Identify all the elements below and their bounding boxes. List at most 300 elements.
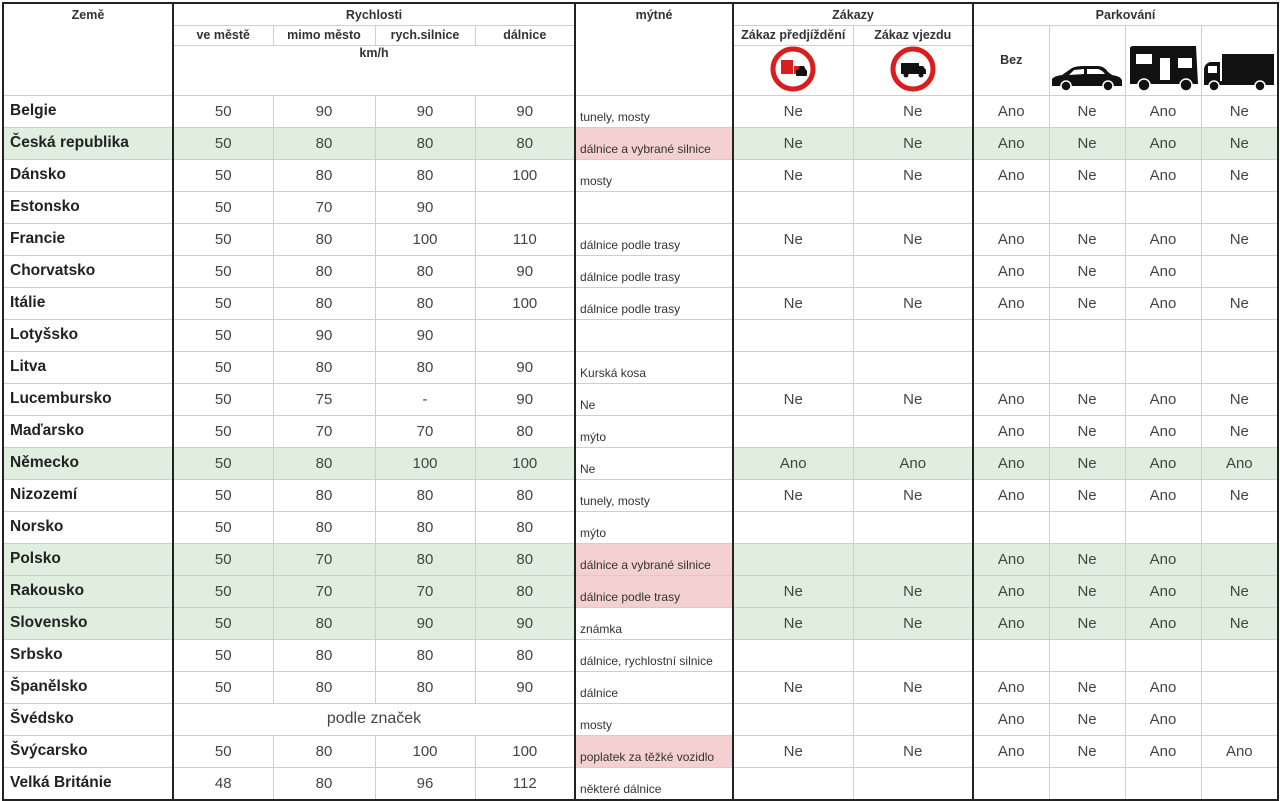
ban-cell xyxy=(853,191,973,223)
table-row xyxy=(3,95,1278,127)
table-row xyxy=(3,607,1278,639)
parking-cell xyxy=(1049,767,1125,800)
parking-cell: Ano xyxy=(973,703,1049,735)
table-row xyxy=(3,191,1278,223)
table-row xyxy=(3,447,1278,479)
speed-cell: 80 xyxy=(475,415,575,447)
ban-cell: Ne xyxy=(853,607,973,639)
ban-cell: Ne xyxy=(733,575,853,607)
parking-cell: Ano xyxy=(973,127,1049,159)
speed-cell: 70 xyxy=(375,415,475,447)
speed-cell: 80 xyxy=(375,543,475,575)
parking-cell xyxy=(973,511,1049,543)
country-name: Lotyšsko xyxy=(3,319,173,351)
table-row xyxy=(3,671,1278,703)
speed-cell: - xyxy=(375,383,475,415)
country-name: Španělsko xyxy=(3,671,173,703)
speed-cell: 70 xyxy=(375,575,475,607)
ban-cell xyxy=(733,351,853,383)
parking-cell: Ano xyxy=(1125,543,1201,575)
speed-cell: 50 xyxy=(173,351,273,383)
toll-cell: mosty xyxy=(575,159,733,191)
ban-cell xyxy=(733,511,853,543)
ban-cell xyxy=(853,319,973,351)
country-name: Litva xyxy=(3,351,173,383)
parking-cell: Ne xyxy=(1201,383,1278,415)
parking-cell: Ano xyxy=(973,447,1049,479)
speed-cell: 80 xyxy=(273,767,375,800)
ban-cell: Ne xyxy=(733,671,853,703)
header-speeds: Rychlosti xyxy=(173,3,575,25)
parking-cell: Ne xyxy=(1049,735,1125,767)
parking-cell: Ano xyxy=(1125,383,1201,415)
parking-cell: Ano xyxy=(1201,447,1278,479)
speed-cell: 80 xyxy=(375,479,475,511)
parking-cell: Ano xyxy=(973,255,1049,287)
ban-cell xyxy=(853,703,973,735)
speed-cell: 90 xyxy=(475,351,575,383)
parking-cell: Ano xyxy=(973,95,1049,127)
parking-cell: Ne xyxy=(1049,703,1125,735)
ban-cell xyxy=(853,639,973,671)
speed-cell: 90 xyxy=(273,319,375,351)
ban-cell: Ne xyxy=(733,735,853,767)
parking-cell: Ne xyxy=(1201,223,1278,255)
header-unit: km/h xyxy=(173,45,575,95)
speed-cell: 80 xyxy=(375,511,475,543)
country-name: Polsko xyxy=(3,543,173,575)
parking-cell: Ano xyxy=(973,223,1049,255)
header-parking-without: Bez xyxy=(973,25,1049,95)
speed-cell: 80 xyxy=(375,255,475,287)
parking-cell xyxy=(1049,639,1125,671)
parking-cell xyxy=(1201,543,1278,575)
speed-cell: 80 xyxy=(273,447,375,479)
speed-cell: 80 xyxy=(273,639,375,671)
no-entry-van-sign-icon xyxy=(853,45,973,95)
parking-cell: Ano xyxy=(1125,95,1201,127)
country-name: Švédsko xyxy=(3,703,173,735)
country-name: Lucembursko xyxy=(3,383,173,415)
parking-cell: Ne xyxy=(1049,383,1125,415)
speed-cell: 90 xyxy=(475,671,575,703)
parking-cell: Ano xyxy=(973,575,1049,607)
speed-cell: 80 xyxy=(375,287,475,319)
speed-cell: 80 xyxy=(273,223,375,255)
toll-cell: dálnice podle trasy xyxy=(575,223,733,255)
ban-cell: Ne xyxy=(853,671,973,703)
caravan-icon xyxy=(1125,25,1201,95)
speed-cell: 100 xyxy=(375,447,475,479)
speed-cell: 50 xyxy=(173,255,273,287)
table-row xyxy=(3,351,1278,383)
toll-cell: dálnice podle trasy xyxy=(575,287,733,319)
ban-cell xyxy=(853,543,973,575)
speed-cell: 100 xyxy=(475,287,575,319)
ban-cell xyxy=(733,639,853,671)
toll-cell: známka xyxy=(575,607,733,639)
table-row xyxy=(3,735,1278,767)
parking-cell xyxy=(1201,191,1278,223)
table-row xyxy=(3,767,1278,800)
speed-cell: 112 xyxy=(475,767,575,800)
toll-cell: dálnice a vybrané silnice xyxy=(575,543,733,575)
country-name: Estonsko xyxy=(3,191,173,223)
parking-cell xyxy=(1049,319,1125,351)
parking-cell xyxy=(1201,511,1278,543)
table-row xyxy=(3,127,1278,159)
speed-cell: 50 xyxy=(173,447,273,479)
speed-cell: 70 xyxy=(273,543,375,575)
speed-cell: 80 xyxy=(273,479,375,511)
parking-cell: Ne xyxy=(1049,479,1125,511)
ban-cell xyxy=(853,767,973,800)
speed-cell: 50 xyxy=(173,287,273,319)
speed-cell: 90 xyxy=(475,383,575,415)
country-rules-table xyxy=(2,2,1279,801)
country-name: Itálie xyxy=(3,287,173,319)
table-row xyxy=(3,479,1278,511)
country-name: Nizozemí xyxy=(3,479,173,511)
parking-cell: Ano xyxy=(1125,287,1201,319)
toll-cell xyxy=(575,319,733,351)
ban-cell: Ne xyxy=(853,159,973,191)
speed-cell: 90 xyxy=(375,607,475,639)
ban-cell: Ano xyxy=(853,447,973,479)
parking-cell: Ne xyxy=(1049,543,1125,575)
speed-cell: 80 xyxy=(273,287,375,319)
header-toll: mýtné xyxy=(575,3,733,95)
parking-cell xyxy=(1125,511,1201,543)
toll-cell: mosty xyxy=(575,703,733,735)
parking-cell: Ne xyxy=(1049,607,1125,639)
table-row xyxy=(3,159,1278,191)
country-name: Slovensko xyxy=(3,607,173,639)
toll-cell: Kurská kosa xyxy=(575,351,733,383)
speed-cell: 80 xyxy=(273,735,375,767)
parking-cell xyxy=(1201,767,1278,800)
country-name: Norsko xyxy=(3,511,173,543)
speed-cell: 100 xyxy=(375,223,475,255)
header-country: Země xyxy=(3,3,173,95)
parking-cell: Ne xyxy=(1201,95,1278,127)
country-name: Chorvatsko xyxy=(3,255,173,287)
parking-cell: Ano xyxy=(1125,671,1201,703)
speed-cell: 80 xyxy=(273,511,375,543)
speed-cell: 80 xyxy=(475,127,575,159)
toll-cell: dálnice podle trasy xyxy=(575,255,733,287)
ban-cell: Ne xyxy=(853,287,973,319)
ban-cell xyxy=(853,415,973,447)
header-parking: Parkování xyxy=(973,3,1278,25)
parking-cell: Ano xyxy=(973,287,1049,319)
toll-cell xyxy=(575,191,733,223)
table-row xyxy=(3,703,1278,735)
speed-cell: 50 xyxy=(173,127,273,159)
speed-cell: 80 xyxy=(475,543,575,575)
parking-cell xyxy=(1049,511,1125,543)
speed-cell: 70 xyxy=(273,191,375,223)
parking-cell: Ano xyxy=(973,383,1049,415)
ban-cell: Ne xyxy=(733,607,853,639)
parking-cell xyxy=(1125,351,1201,383)
parking-cell: Ano xyxy=(1125,127,1201,159)
speed-cell: 80 xyxy=(475,639,575,671)
ban-cell: Ne xyxy=(853,735,973,767)
ban-cell xyxy=(733,767,853,800)
speed-cell: 90 xyxy=(475,255,575,287)
ban-cell xyxy=(733,191,853,223)
ban-cell: Ne xyxy=(853,223,973,255)
parking-cell: Ne xyxy=(1049,287,1125,319)
parking-cell: Ano xyxy=(1125,223,1201,255)
parking-cell: Ne xyxy=(1049,575,1125,607)
toll-cell: dálnice podle trasy xyxy=(575,575,733,607)
speed-cell: 80 xyxy=(273,255,375,287)
parking-cell: Ano xyxy=(1201,735,1278,767)
country-name: Dánsko xyxy=(3,159,173,191)
toll-cell: Ne xyxy=(575,383,733,415)
country-name: Srbsko xyxy=(3,639,173,671)
toll-cell: poplatek za těžké vozidlo xyxy=(575,735,733,767)
ban-cell: Ne xyxy=(853,383,973,415)
speed-cell: 80 xyxy=(475,575,575,607)
table-row xyxy=(3,223,1278,255)
country-name: Francie xyxy=(3,223,173,255)
parking-cell: Ano xyxy=(1125,735,1201,767)
speed-cell: 80 xyxy=(375,159,475,191)
speed-cell: 80 xyxy=(475,479,575,511)
ban-cell: Ne xyxy=(733,223,853,255)
speed-cell: 50 xyxy=(173,543,273,575)
ban-cell: Ne xyxy=(733,159,853,191)
ban-cell: Ne xyxy=(853,479,973,511)
parking-cell xyxy=(1049,191,1125,223)
parking-cell: Ne xyxy=(1049,415,1125,447)
speed-cell: 100 xyxy=(375,735,475,767)
speed-cell xyxy=(475,191,575,223)
ban-cell xyxy=(733,415,853,447)
parking-cell: Ne xyxy=(1201,415,1278,447)
parking-cell: Ano xyxy=(973,159,1049,191)
parking-cell: Ne xyxy=(1049,447,1125,479)
speed-cell: 50 xyxy=(173,575,273,607)
speed-cell: 50 xyxy=(173,415,273,447)
ban-cell: Ne xyxy=(853,95,973,127)
ban-cell: Ne xyxy=(733,479,853,511)
speed-cell: 90 xyxy=(273,95,375,127)
ban-cell xyxy=(853,351,973,383)
speed-cell: 80 xyxy=(475,511,575,543)
parking-cell: Ano xyxy=(973,671,1049,703)
speed-cell: 50 xyxy=(173,383,273,415)
parking-cell xyxy=(1049,351,1125,383)
country-name: Česká republika xyxy=(3,127,173,159)
speed-cell: 50 xyxy=(173,671,273,703)
speed-cell: 75 xyxy=(273,383,375,415)
parking-cell xyxy=(1201,255,1278,287)
toll-cell: některé dálnice xyxy=(575,767,733,800)
speed-cell: 80 xyxy=(375,351,475,383)
parking-cell xyxy=(1201,703,1278,735)
parking-cell xyxy=(1201,319,1278,351)
parking-cell xyxy=(973,351,1049,383)
speed-cell: 80 xyxy=(273,127,375,159)
speed-merged-cell: podle značek xyxy=(173,703,575,735)
table-row xyxy=(3,543,1278,575)
speed-cell: 50 xyxy=(173,735,273,767)
parking-cell: Ano xyxy=(973,607,1049,639)
speed-cell: 90 xyxy=(375,319,475,351)
speed-cell: 50 xyxy=(173,159,273,191)
country-name: Švýcarsko xyxy=(3,735,173,767)
speed-cell: 80 xyxy=(273,671,375,703)
speed-cell: 50 xyxy=(173,607,273,639)
parking-cell: Ano xyxy=(1125,575,1201,607)
table-row xyxy=(3,575,1278,607)
parking-cell xyxy=(1125,319,1201,351)
toll-cell: mýto xyxy=(575,415,733,447)
speed-cell: 80 xyxy=(273,351,375,383)
country-name: Německo xyxy=(3,447,173,479)
ban-cell xyxy=(733,319,853,351)
parking-cell xyxy=(1201,671,1278,703)
table-row xyxy=(3,383,1278,415)
speed-cell: 70 xyxy=(273,415,375,447)
speed-cell: 90 xyxy=(475,607,575,639)
header-speed-outside: mimo město xyxy=(273,25,375,45)
parking-cell xyxy=(1125,639,1201,671)
parking-cell: Ne xyxy=(1049,671,1125,703)
ban-cell xyxy=(853,511,973,543)
speed-cell: 48 xyxy=(173,767,273,800)
ban-cell: Ne xyxy=(733,383,853,415)
table-row xyxy=(3,255,1278,287)
parking-cell: Ano xyxy=(973,415,1049,447)
ban-cell: Ne xyxy=(853,575,973,607)
parking-cell xyxy=(1201,351,1278,383)
speed-cell: 80 xyxy=(273,159,375,191)
parking-cell: Ano xyxy=(1125,415,1201,447)
toll-cell: mýto xyxy=(575,511,733,543)
speed-cell: 50 xyxy=(173,479,273,511)
speed-cell: 110 xyxy=(475,223,575,255)
speed-cell: 50 xyxy=(173,191,273,223)
country-name: Belgie xyxy=(3,95,173,127)
truck-icon xyxy=(1201,25,1278,95)
parking-cell: Ano xyxy=(973,479,1049,511)
parking-cell: Ne xyxy=(1201,607,1278,639)
table-row xyxy=(3,319,1278,351)
parking-cell: Ano xyxy=(973,735,1049,767)
country-name: Rakousko xyxy=(3,575,173,607)
parking-cell: Ne xyxy=(1049,95,1125,127)
header-speed-expressway: rych.silnice xyxy=(375,25,475,45)
speed-cell: 96 xyxy=(375,767,475,800)
speed-cell: 90 xyxy=(475,95,575,127)
speed-cell: 80 xyxy=(375,639,475,671)
speed-cell: 100 xyxy=(475,159,575,191)
ban-cell: Ne xyxy=(733,287,853,319)
speed-cell: 50 xyxy=(173,95,273,127)
parking-cell: Ano xyxy=(1125,159,1201,191)
toll-cell: tunely, mosty xyxy=(575,479,733,511)
ban-cell: Ne xyxy=(733,127,853,159)
header-ban-entry: Zákaz vjezdu xyxy=(853,25,973,45)
parking-cell: Ne xyxy=(1201,159,1278,191)
parking-cell xyxy=(973,191,1049,223)
parking-cell: Ano xyxy=(1125,703,1201,735)
car-icon xyxy=(1049,25,1125,95)
header-bans: Zákazy xyxy=(733,3,973,25)
parking-cell xyxy=(973,767,1049,800)
parking-cell: Ne xyxy=(1049,223,1125,255)
parking-cell xyxy=(973,319,1049,351)
parking-cell xyxy=(1201,639,1278,671)
parking-cell: Ne xyxy=(1049,255,1125,287)
parking-cell: Ne xyxy=(1201,575,1278,607)
table-row xyxy=(3,511,1278,543)
speed-cell: 80 xyxy=(273,607,375,639)
toll-cell: tunely, mosty xyxy=(575,95,733,127)
ban-cell: Ne xyxy=(733,95,853,127)
toll-cell: dálnice, rychlostní silnice xyxy=(575,639,733,671)
table-row xyxy=(3,639,1278,671)
parking-cell: Ano xyxy=(1125,607,1201,639)
parking-cell: Ano xyxy=(973,543,1049,575)
speed-cell: 80 xyxy=(375,127,475,159)
ban-cell: Ne xyxy=(853,127,973,159)
ban-cell xyxy=(733,543,853,575)
toll-cell: dálnice xyxy=(575,671,733,703)
ban-cell xyxy=(853,255,973,287)
speed-cell: 90 xyxy=(375,191,475,223)
speed-cell: 50 xyxy=(173,223,273,255)
parking-cell xyxy=(1125,767,1201,800)
country-name: Velká Británie xyxy=(3,767,173,800)
no-overtaking-truck-sign-icon xyxy=(733,45,853,95)
header-speed-highway: dálnice xyxy=(475,25,575,45)
parking-cell xyxy=(973,639,1049,671)
parking-cell: Ne xyxy=(1201,479,1278,511)
toll-cell: Ne xyxy=(575,447,733,479)
speed-cell: 100 xyxy=(475,447,575,479)
speed-cell: 50 xyxy=(173,319,273,351)
speed-cell: 100 xyxy=(475,735,575,767)
speed-cell xyxy=(475,319,575,351)
header-ban-overtaking: Zákaz předjíždění xyxy=(733,25,853,45)
speed-cell: 90 xyxy=(375,95,475,127)
country-name: Maďarsko xyxy=(3,415,173,447)
parking-cell: Ano xyxy=(1125,447,1201,479)
parking-cell: Ne xyxy=(1201,127,1278,159)
table-row xyxy=(3,287,1278,319)
parking-cell xyxy=(1125,191,1201,223)
parking-cell: Ne xyxy=(1049,159,1125,191)
ban-cell: Ano xyxy=(733,447,853,479)
ban-cell xyxy=(733,255,853,287)
speed-cell: 70 xyxy=(273,575,375,607)
table-row xyxy=(3,415,1278,447)
parking-cell: Ne xyxy=(1049,127,1125,159)
speed-cell: 50 xyxy=(173,639,273,671)
ban-cell xyxy=(733,703,853,735)
speed-cell: 50 xyxy=(173,511,273,543)
speed-cell: 80 xyxy=(375,671,475,703)
header-speed-city: ve městě xyxy=(173,25,273,45)
parking-cell: Ano xyxy=(1125,255,1201,287)
toll-cell: dálnice a vybrané silnice xyxy=(575,127,733,159)
